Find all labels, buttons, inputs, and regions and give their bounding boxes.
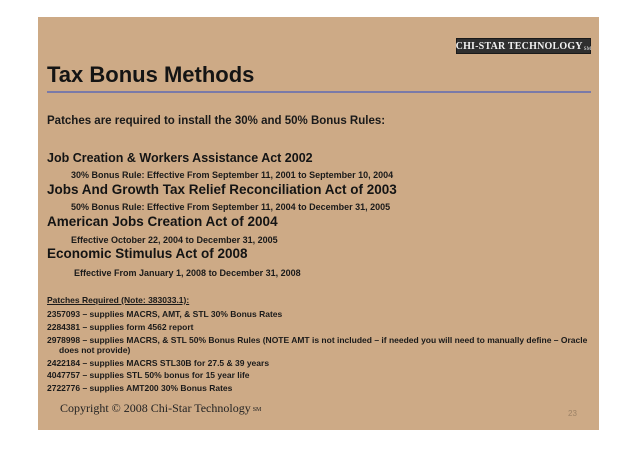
act-detail: Effective From January 1, 2008 to December 31, 2008 — [74, 268, 301, 278]
copyright-footer: Copyright © 2008 Chi-Star Technology SM — [60, 401, 262, 415]
patch-item: 2284381 – supplies form 4562 report — [47, 322, 194, 332]
act-detail: 50% Bonus Rule: Effective From September 11, 2004 to December 31, 2005 — [71, 202, 391, 212]
patch-item: 2422184 – supplies MACRS STL30B for 27.5 & 39 years — [47, 358, 270, 368]
patch-item-continuation: does not provide) — [59, 345, 131, 355]
logo-text: CHI-STAR TECHNOLOGYSM — [455, 40, 592, 52]
slide-title: Tax Bonus Methods — [47, 62, 255, 87]
patch-item: 2357093 – supplies MACRS, AMT, & STL 30% Bonus Rates — [47, 309, 283, 319]
act-title: Economic Stimulus Act of 2008 — [47, 246, 248, 261]
patch-item: 2978998 – supplies MACRS, & STL 50% Bonus Rules (NOTE AMT is not included – if needed you will need to manually define – Oracle — [47, 335, 588, 345]
title-divider — [47, 91, 591, 93]
patch-item: 2722776 – supplies AMT200 30% Bonus Rates — [47, 383, 233, 393]
intro-text: Patches are required to install the 30% and 50% Bonus Rules: — [47, 115, 386, 127]
act-title: Jobs And Growth Tax Relief Reconciliation Act of 2003 — [47, 182, 397, 197]
act-title: American Jobs Creation Act of 2004 — [47, 214, 278, 229]
company-logo — [456, 38, 591, 54]
act-detail: Effective October 22, 2004 to December 31, 2005 — [71, 235, 278, 245]
slide — [38, 17, 599, 430]
patch-item: 4047757 – supplies STL 50% bonus for 15 year life — [47, 370, 250, 380]
page-number: 23 — [568, 409, 577, 418]
logo-service-mark: SM — [583, 46, 592, 52]
patches-heading: Patches Required (Note: 383033.1): — [47, 295, 190, 305]
act-detail: 30% Bonus Rule: Effective From September 11, 2001 to September 10, 2004 — [71, 170, 394, 180]
footer-service-mark: SM — [252, 407, 262, 413]
act-title: Job Creation & Workers Assistance Act 2002 — [47, 151, 313, 165]
